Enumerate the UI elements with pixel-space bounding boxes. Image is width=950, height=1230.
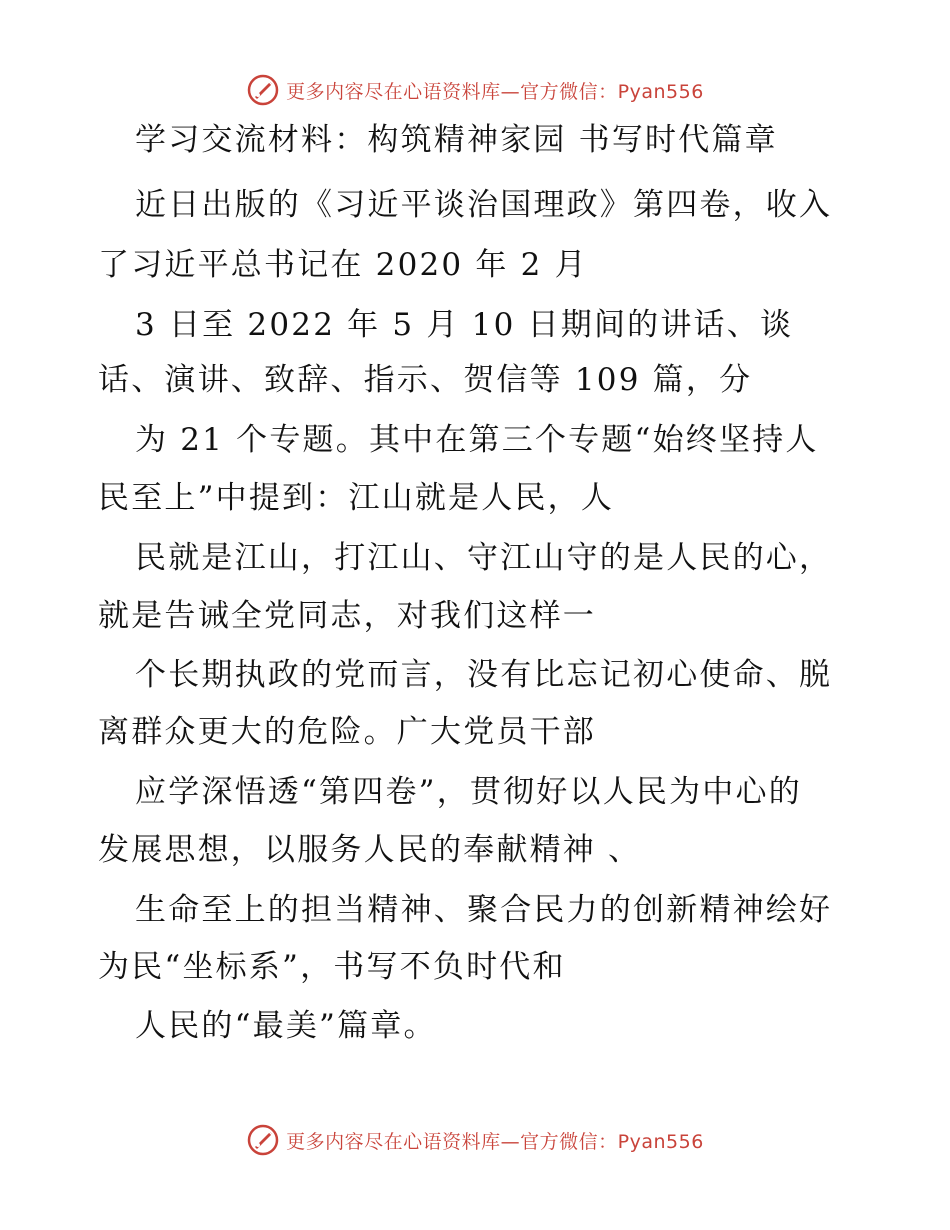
- text-line: 了习近平总书记在 2020 年 2 月: [98, 247, 588, 283]
- logo-icon: [246, 1123, 280, 1157]
- text-line: 人民的“最美”篇章。: [135, 1008, 437, 1044]
- document-title: 学习交流材料：构筑精神家园 书写时代篇章: [135, 122, 778, 158]
- text-line: 就是告诫全党同志，对我们这样一: [98, 598, 596, 634]
- text-line: 近日出版的《习近平谈治国理政》第四卷，收入: [135, 187, 833, 223]
- text-line: 民就是江山，打江山、守江山守的是人民的心，: [135, 540, 833, 576]
- watermark-text: 更多内容尽在心语资料库—官方微信：Pyan556: [286, 80, 704, 103]
- text-line: 离群众更大的危险。广大党员干部: [98, 714, 596, 750]
- text-line: 应学深悟透“第四卷”，贯彻好以人民为中心的: [135, 774, 802, 810]
- text-line: 民至上”中提到：江山就是人民，人: [98, 480, 615, 516]
- text-line: 生命至上的担当精神、聚合民力的创新精神绘好: [135, 892, 833, 928]
- text-line: 为民“坐标系”，书写不负时代和: [98, 949, 566, 985]
- text-line: 话、演讲、致辞、指示、贺信等 109 篇，分: [98, 362, 753, 398]
- text-line: 个长期执政的党而言，没有比忘记初心使命、脱: [135, 657, 833, 693]
- text-line: 为 21 个专题。其中在第三个专题“始终坚持人: [135, 422, 819, 458]
- text-line: 3 日至 2022 年 5 月 10 日期间的讲话、谈: [135, 307, 794, 343]
- watermark-text: 更多内容尽在心语资料库—官方微信：Pyan556: [286, 1130, 704, 1153]
- footer-watermark: [0, 1120, 950, 1160]
- header-watermark: [0, 70, 950, 110]
- logo-icon: [246, 73, 280, 107]
- text-line: 发展思想，以服务人民的奉献精神 、: [98, 832, 642, 868]
